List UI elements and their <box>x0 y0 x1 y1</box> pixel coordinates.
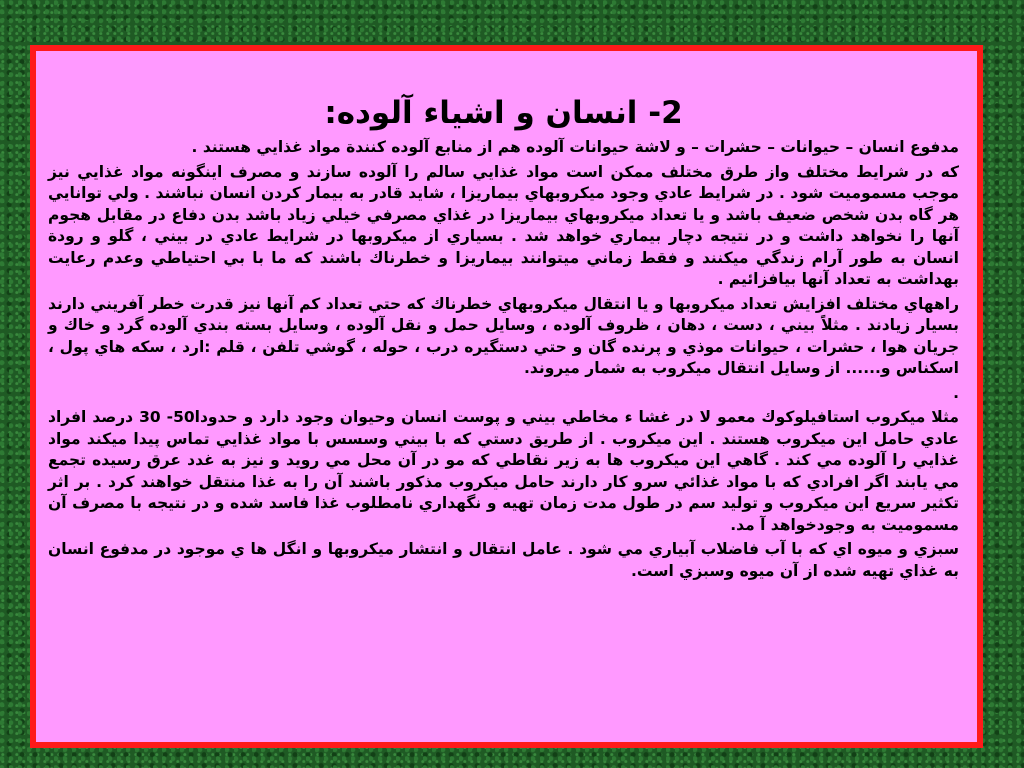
paragraph-transmission: راههاي مختلف افزايش تعداد ميكروبها و يا انتقال ميكروبهاي خطرناك كه حتي تعداد كم آنها نيز قدرت خطر آفريني دارند بسيار زيادند . مثلاً بيني ، دست ، دهان ، ظروف آلوده ، وسايل حمل و نقل آلوده ، وسايل بسته بندي آلوده گرد و خاك و جريان هوا ، حشرات ، حيوانات موذي و پرنده گان و حتي دستگيره درب ، حوله ، گوشي تلفن ، قلم :ارد ، سكه هاي پول ، اسكناس و...... از وسايل انتقال ميكروب به شمار ميروند. <box>48 294 959 377</box>
slide-frame <box>30 45 983 748</box>
paragraph-intro: مدفوع انسان – حيوانات – حشرات – و لاشة حيوانات آلوده هم از منابع آلوده كنندة مواد غذايي هستند . <box>191 138 959 156</box>
slide-title: 2- انسان و اشياء آلوده: <box>324 95 683 131</box>
paragraph-vegetables: سبزي و ميوه اي كه با آب فاضلاب آبياري مي شود . عامل انتقال و انتشار ميكروبها و انگل ها ي موجود در مدفوع انسان به غذاي تهيه شده از آن ميوه وسبزي است. <box>48 540 959 580</box>
paragraph-dot: . <box>953 383 959 402</box>
paragraph-conditions: كه در شرايط مختلف واز طرق مختلف ممكن است مواد غذايي سالم را آلوده سازند و مصرف اينگونه مواد غذايي نيز موجب مسموميت شود . در شرايط عادي وجود ميكروبهاي بيماريزا ، شايد قادر به بيمار كردن انسان نباشند . ولي توانايي هر گاه بدن شخص ضعيف باشد و يا تعداد ميكروبهاي بيماريزا در غذاي مصرفي خيلي زياد باشد بدن دفاع در مقابل هجوم آنها را نخواهد داشت و در نتيجه دچار بيماري خواهد شد . بسياري از ميكروبها در شرايط عادي در بيني ، گلو و رودة انسان به طور آرام زندگي ميكنند و فقط زماني ميتوانند بيماريزا و خطرناك باشند كه ما با بي احتياطي وعدم رعايت بهداشت به تعداد آنها بيافزائيم . <box>48 162 959 288</box>
paragraph-staphylococcus: مثلا ميكروب استافيلوكوك معمو لا در غشا ء مخاطي بيني و پوست انسان وحيوان وجود دارد و حدودا50- 30 درصد افراد عادي حامل اين ميكروب هستند . اين ميكروب . از طريق دستي كه با بيني وسسس با مواد غذايي تماس پيدا ميكند مواد غذايي را آلوده مي كند . گاهي اين ميكروب ها به زير نقاطي كه مو در آن محل مي رويد و نيز به غدد عرق رسيده تجمع مي يابند اگر افرادي كه با مواد غذائي سرو كار دارند حامل ميكروب مذكور باشند آن را به غذا منتقل خواهند كرد . بر اثر تكثير سريع اين ميكروب و توليد سم در طول مدت زمان تهيه و نگهداري نامطلوب غذا فاسد شده و در نتيجه با مصرف آن مسموميت به وجودخواهد آ مد. <box>48 408 959 534</box>
slide-content-panel <box>36 51 977 742</box>
